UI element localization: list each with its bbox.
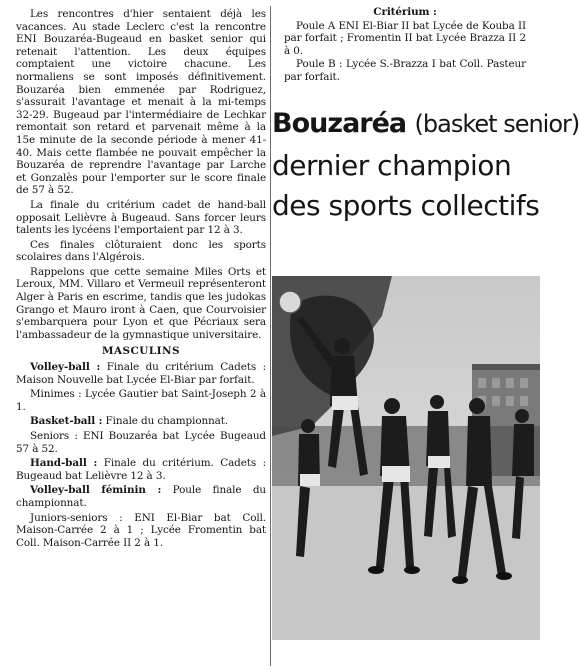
result-item (16, 457, 266, 482)
result-item (16, 484, 266, 509)
headline (272, 102, 579, 226)
result-sport: Volley-ball : (30, 361, 101, 374)
result-text: Finale du critérium Cadets : Maison Nouvelle bat Lycée El-Biar par forfait. (16, 361, 266, 386)
poule-b-result: Poule B : Lycée S.-Brazza I bat Coll. Pasteur par forfait. (284, 58, 526, 83)
paragraph-reminders: Rappelons que cette semaine Miles Orts et Leroux, MM. Villaro et Vermeuil représenteront Alger à Paris en escrime, tandis que les judokas Grango et Mauro iront à Caen, que Courvoisier s'embarquera pour Lyon et que Pécriaux sera l'ambassadeur de la gymnastique universitaire. (16, 265, 266, 341)
result-sport: Volley-ball féminin : (30, 484, 162, 497)
headline-subtitle: (basket senior) (414, 110, 579, 138)
paragraph-match-report: Les rencontres d'hier sentaient déjà les vacances. Au stade Leclerc c'est la rencontre ENI Bouzaréa-Bugeaud en basket senior qui retenait l'attention. Les deux équipes comptaient une victoire chacune. Les normaliens se sont imposés définitivement. Bouzaréa bien emmenée par Rodriguez, s'assurait l'avantage et menait à la mi-temps 32-29. Bugeaud par l'intermédiaire de Lechkar remontait son retard et parvenait même à la 15e minute de la seconde période à mener 41-40. Mais cette flambée ne pouvait empêcher la Bouzaréa de reprendre l'avantage par Larche et Gonzalès pour l'emporter sur le score finale de 57 à 52. (16, 8, 266, 197)
result-text: Finale du championnat. (102, 415, 229, 428)
basketball-photo (272, 276, 540, 640)
left-column (16, 8, 266, 551)
result-item (16, 512, 266, 550)
result-item (16, 430, 266, 455)
paragraph-closing: Ces finales clôturaient donc les sports scolaires dans l'Algérois. (16, 238, 266, 264)
headline-line-3: des sports collectifs (272, 189, 540, 222)
result-text: Minimes : Lycée Gautier bat Saint-Joseph 2 à 1. (16, 388, 266, 413)
result-item (16, 361, 266, 386)
result-sport: Hand-ball : (30, 457, 98, 470)
headline-line-1 (272, 102, 579, 146)
result-text: Seniors : ENI Bouzaréa bat Lycée Bugeaud 57 à 52. (16, 430, 266, 455)
headline-team: Bouzaréa (272, 108, 407, 139)
poule-a-result: Poule A ENI El-Biar II bat Lycée de Kouba II par forfait ; Fromentin II bat Lycée Brazza II 2 à 0. (284, 19, 526, 57)
result-item (16, 388, 266, 413)
result-text: Finale du critérium. Cadets : Bugeaud bat Lelièvre 12 à 3. (16, 457, 266, 482)
headline-line-2: dernier champion (272, 149, 512, 182)
result-text: Juniors-seniors : ENI El-Biar bat Coll. Maison-Carrée 2 à 1 ; Lycée Fromentin bat Coll. Maison-Carrée II 2 à 1. (16, 511, 266, 549)
basketball-photo-illustration (272, 276, 540, 640)
result-item (16, 415, 266, 428)
column-divider (270, 6, 271, 666)
criterium-title: Critérium : (373, 6, 437, 18)
result-sport: Basket-ball : (30, 415, 103, 428)
result-text: Poule finale du championnat. (16, 484, 266, 509)
right-column-results (284, 6, 526, 85)
paragraph-handball-final: La finale du critérium cadet de hand-ball opposait Lelièvre à Bugeaud. Sans forcer leurs talents les lycéens l'emportaient par 12 à 3. (16, 198, 266, 237)
section-title-masculins: MASCULINS (101, 345, 181, 358)
